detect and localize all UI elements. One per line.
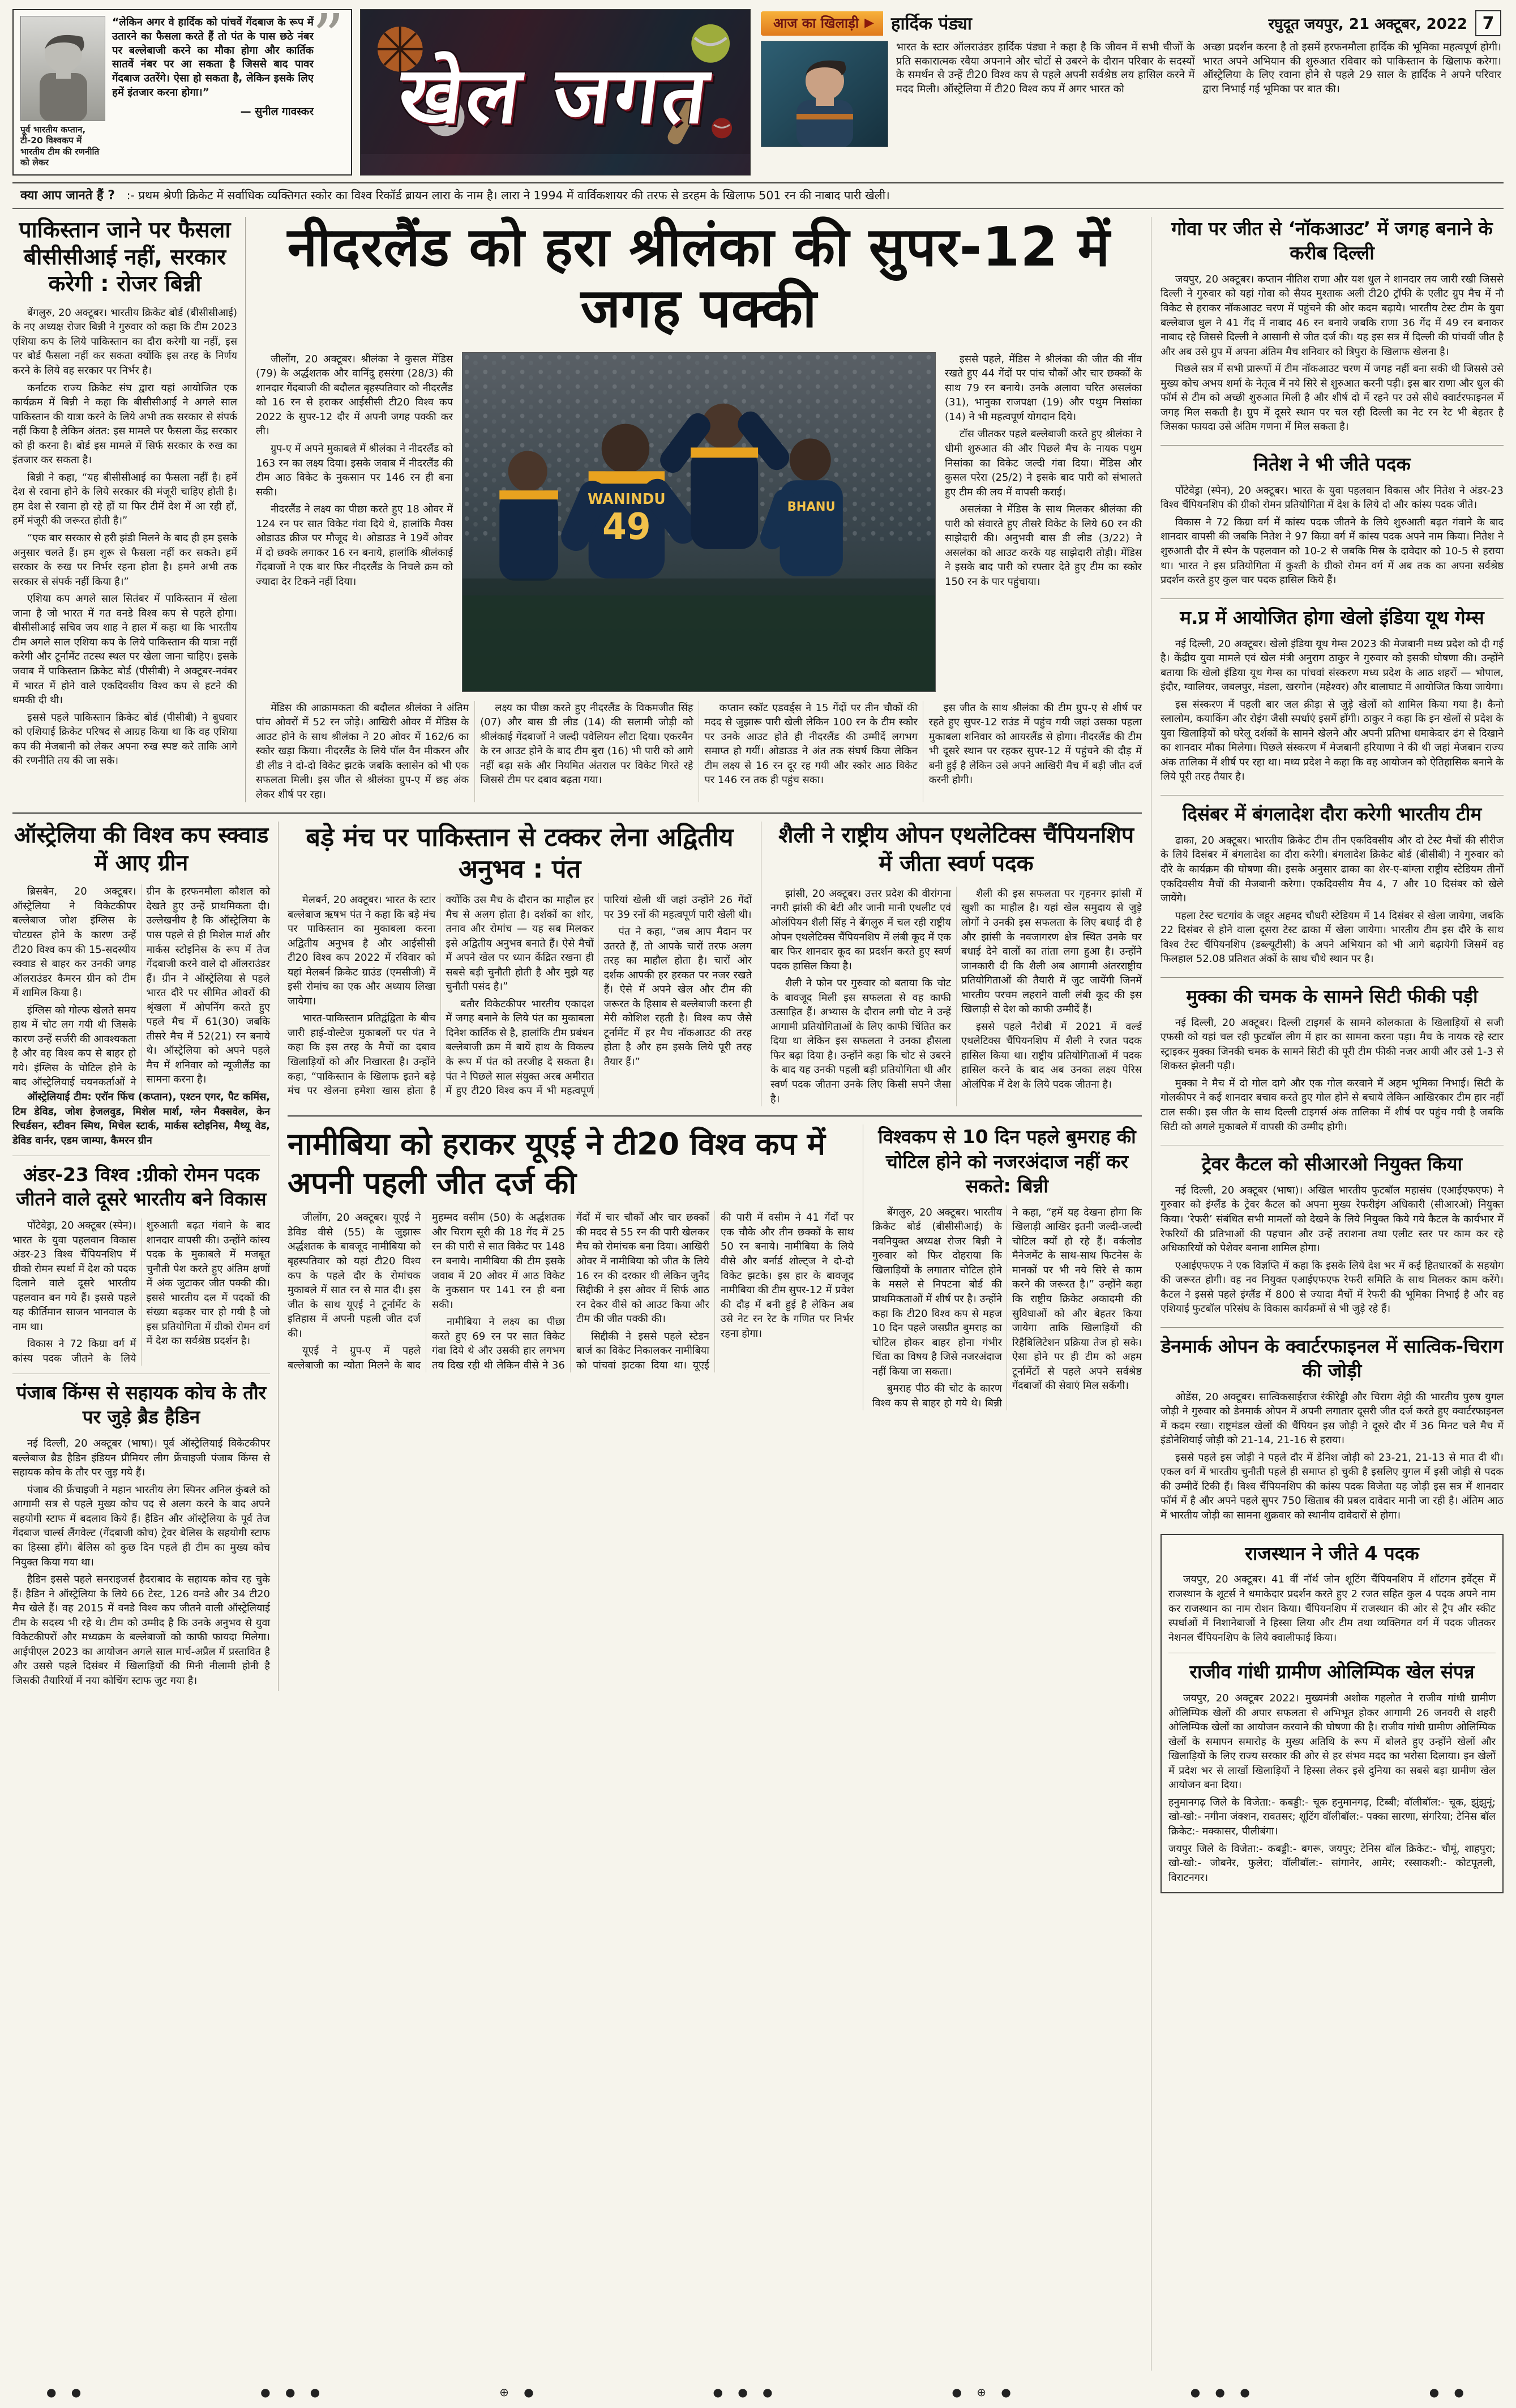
paragraph: विकास ने 72 किग्रा वर्ग में कांस्य पदक जीतने के लिये शुरुआती बढ़त गंवाने के बाद शानदार वापसी की जबकि नितेश ने 97 किग्रा वर्ग में कांस्य पदक अपने नाम किया। नितेश ने शुरुआती दौर में स्पेन के पहलवान को 10-2 से जबकि मिस्र के दावेदार को 10-5 से हराया था। भारत ने इस प्रतियोगिता में कुश्ती के ग्रीको रोमन वर्ग में अब तक का अपना सर्वश्रेष्ठ प्रदर्शन करते हुए कुल चार पदक हासिल किये हैं।: [1160, 516, 1504, 587]
paragraph: इस संस्करण में पहली बार जल क्रीड़ा से जुड़े खेलों को शामिल किया गया है। कैनो स्लालोम, कयाकिंग और रोइंग जैसी स्पर्धाएं इसमें होंगी। ठाकुर ने कहा कि इन खेलों से प्रदेश के युवा खिलाड़ियों को घरेलू दर्शकों के सामने खेलने और अपनी प्रतिभा धमाकेदार ढंग से दिखाने का शानदार मौका मिलेगा। पिछले संस्करण में मेजबानी हरियाणा ने की थी जहां मेजबान राज्य अंक तालिका में शीर्ष पर रहा था। मध्य प्रदेश ने कहा कि वह आयोजन को ऐतिहासिक बनाने के लिये पूरी तरह तैयार है।: [1160, 698, 1504, 783]
match-photo: [462, 352, 936, 692]
article-divider: [1160, 598, 1504, 599]
paragraph: विकास ने 72 किग्रा वर्ग में कांस्य पदक जीतने के लिये शुरुआती बढ़त गंवाने के बाद शानदार वापसी की। उन्होंने कांस्य पदक के मुकाबले में मजबूत चुनौती पेश करते हुए अंतिम क्षणों में अंक जुटाकर जीत पक्की की। इससे भारतीय दल में पदकों की संख्या बढ़कर चार हो गयी है जो इस प्रतियोगिता में ग्रीको रोमन वर्ग में देश का सर्वश्रेष्ठ प्रदर्शन है।: [12, 1219, 270, 1365]
article-body: [872, 1205, 1142, 1411]
article-goa-delhi: [1160, 217, 1504, 437]
article-denmark-open: [1160, 1335, 1504, 1526]
paragraph: जयपुर, 20 अक्टूबर। 41 वीं नॉर्थ जोन शूटिंग चैंपियनशिप में शॉटगन इवेंट्स में राजस्थान के शूटर्स ने धमाकेदार प्रदर्शन करते हुए 2 रजत सहित कुल 4 पदक अपने नाम कर राजस्थान का नाम रोशन किया। चैंपियनशिप में राजस्थान की ओर से ट्रैप और स्कीट स्पर्धाओं में निशानेबाजों ने हिस्सा लिया और टीम तथा व्यक्तिगत वर्ग में पदक जीतकर नेशनल चैंपियनशिप के लिये क्वालीफाई किया।: [1168, 1573, 1496, 1644]
paragraph: जयपुर, 20 अक्टूबर। कप्तान नीतिश राणा और यश धुल ने शानदार लय जारी रखी जिससे दिल्ली ने गुरुवार को यहां गोवा को सैयद मुश्ताक अली टी20 ट्रॉफी के एलीट ग्रुप मैच में नौ विकेट से हराकर नॉकआउट चरण में पहुंचने की ओर कदम बढ़ाये। भारतीय टेस्ट टीम के युवा बल्लेबाज धुल ने 41 गेंद में नाबाद 46 रन बनाये जबकि राणा 36 गेंद में 49 रन बनाकर नाबाद रहे जिससे दिल्ली ने आसानी से जीत दर्ज की। यह इस सत्र में दिल्ली की पांचवीं जीत है और अब उसे ग्रुप में अपना अंतिम मैच शनिवार को त्रिपुरा के खिलाफ खेलना है।: [1160, 273, 1504, 358]
player-name: हार्दिक पंड्या: [891, 14, 972, 34]
article-shaili: [761, 822, 1142, 1107]
paragraph: भारत-पाकिस्तान प्रतिद्वंद्विता के बीच जारी हाई-वोल्टेज मुकाबलों पर पंत ने कहा कि इस तरह के मैचों का दबाव खिलाड़ियों को और निखारता है। उन्होंने कहा, “पाकिस्तान के खिलाफ इतने बड़े मंच पर खेलना हमेशा खास होता है क्योंकि उस मैच के दौरान का माहौल हर मैच से अलग होता है। दर्शकों का शोर, तनाव और रोमांच — यह सब मिलकर इसे अद्वितीय अनुभव बनाते हैं। ऐसे मैचों में अपने खेल पर ध्यान केंद्रित रखना ही सबसे बड़ी चुनौती होती है और मुझे यह चुनौती पसंद है।”: [288, 894, 594, 1097]
paragraph: बिन्नी ने कहा, “यह बीसीसीआई का फैसला नहीं है। हमें देश से रवाना होने के लिये सरकार की मंजूरी चाहिए होती है। हम देश से रवाना हो रहे हों या फिर टीमें देश में आ रही हों, हमें मंजूरी की जरूरत होती है।”: [12, 471, 237, 527]
top-story-row: [12, 217, 1142, 802]
article-body: [1160, 1183, 1504, 1316]
paragraph: जीलोंग, 20 अक्टूबर। श्रीलंका ने कुसल मेंडिस (79) के अर्द्धशतक और वानिंदु हसरंगा (28/3) की शानदार गेंदबाजी की बदौलत बृहस्पतिवार को नीदरलैंड को 16 रन से हराकर आईसीसी टी20 विश्व कप 2022 के सुपर-12 दौर में अपनी जगह पक्की कर ली।: [256, 353, 453, 438]
article-body: [1160, 1016, 1504, 1134]
article-body: [288, 1211, 854, 1372]
paragraph: ढाका, 20 अक्टूबर। भारतीय क्रिकेट टीम तीन एकदिवसीय और दो टेस्ट मैचों की सीरीज के लिये दिसंबर में बंगलादेश का दौरा करेगी। बंगलादेश क्रिकेट बोर्ड (बीसीबी) ने गुरुवार को दौरे के कार्यक्रम की घोषणा की। इसके अनुसार ढाका का शेर-ए-बांग्ला राष्ट्रीय स्टेडियम तीनों एकदिवसीय मैचों की मेजबानी करेगा। एकदिवसीय मैच 4, 7 और 10 दिसंबर को खेले जायेंगे।: [1160, 834, 1504, 905]
paragraph: इससे पहले नैरोबी में 2021 में वर्ल्ड एथलेटिक्स चैंपियनशिप में शैली ने रजत पदक हासिल किया था। राष्ट्रीय प्रतियोगिताओं में पदक हासिल करने के बाद अब उनका लक्ष्य पेरिस ओलंपिक में देश के लिये पदक जीतना है।: [961, 1020, 1142, 1090]
article-headline: ट्रेवर कैटल को सीआरओ नियुक्त किया: [1201, 1153, 1463, 1175]
fold-mark: ● ●: [1429, 2385, 1470, 2399]
article-body: [12, 884, 270, 1090]
bottom-story-row: [288, 1115, 1142, 1410]
article-body: [288, 893, 752, 1098]
article-vikas-u23: [12, 1163, 270, 1366]
article-pant: [288, 822, 761, 1107]
article-headline: गोवा पर जीत से ‘नॉकआउट’ में जगह बनाने के करीब दिल्ली: [1171, 217, 1493, 264]
paragraph: मेलबर्न, 20 अक्टूबर। भारत के स्टार बल्लेबाज ऋषभ पंत ने कहा कि बड़े मंच पर पाकिस्तान का मुकाबला करना अद्वितीय अनुभव है और आईसीसी टी20 विश्व कप 2022 में रविवार को यहां मेलबर्न क्रिकेट ग्राउंड (एमसीजी) में इसी रोमांच का एक और अध्याय लिखा जायेगा।: [288, 894, 436, 1007]
article-bangladesh-tour: [1160, 802, 1504, 969]
paragraph: बेंगलुरु, 20 अक्टूबर। भारतीय क्रिकेट बोर्ड (बीसीसीआई) के नए अध्यक्ष रोजर बिन्नी ने गुरुवार को कहा कि टीम 2023 एशिया कप के लिये पाकिस्तान का दौरा करेगी या नहीं, इस पर बोर्ड फैसला नहीं कर सकता क्योंकि इस तरह के निर्णय करने के लिये वह सरकार पर निर्भर है।: [12, 306, 237, 377]
fold-mark: ● ● ●: [713, 2385, 778, 2399]
article-trevor-cro: [1160, 1152, 1504, 1319]
boxed-rail-articles: [1160, 1534, 1504, 1894]
article-rajasthan-medals: [1168, 1542, 1496, 1645]
article-body: [770, 887, 1142, 1106]
main-column-area: [12, 217, 1151, 2371]
hardik-pandya-photo: [761, 41, 888, 147]
cricket-celebration-photo: [462, 353, 935, 691]
paragraph: इससे पहले इस जोड़ी ने पहले दौर में डेनिश जोड़ी को 23-21, 21-13 से मात दी थी। एकल वर्ग में भारतीय चुनौती पहले ही समाप्त हो चुकी है इसलिए युगल में इसी जोड़ी से पदक की उम्मीदें टिकी हैं। विश्व चैंपियनशिप की कांस्य पदक विजेता यह जोड़ी इस सत्र में शानदार फॉर्म में है और अपने पहले सुपर 750 खिताब की प्रबल दावेदार मानी जा रही है। अंतिम आठ में भारतीय जोड़ी का सामना शुक्रवार को स्थानीय दावेदारों से होगा।: [1160, 1451, 1504, 1522]
left-article-stack: [12, 822, 279, 1691]
fold-mark: ● ● ●: [1190, 2385, 1256, 2399]
paragraph: कर्नाटक राज्य क्रिकेट संघ द्वारा यहां आयोजित एक कार्यक्रम में बिन्नी ने कहा कि बीसीसीआई ने अगले साल पाकिस्तान की यात्रा करने के लिये अभी तक सरकार से संपर्क नहीं किया है लेकिन अंतत: इस मामले पर फैसला केंद्र सरकार को ही करना है। बोर्ड इस मामले में सिर्फ सरकार के रुख का इंतजार कर सकता है।: [12, 382, 237, 467]
middle-story-row: [288, 822, 1142, 1107]
article-headline: नितेश ने भी जीते पदक: [1253, 452, 1411, 475]
article-body: [1160, 833, 1504, 966]
main-story-left-column: [256, 352, 453, 692]
paragraph: कप्तान स्कॉट एडवर्ड्स ने 15 गेंदों पर तीन चौकों की मदद से जुझारू पारी खेली लेकिन 100 रन के टीम स्कोर पर उनके आउट होते ही नीदरलैंड की उम्मीदें लगभग समाप्त हो गयीं। ओडाउड ने अंत तक संघर्ष किया लेकिन टीम लक्ष्य से 16 रन दूर रह गयी और स्कोर आठ विकेट पर 146 रन तक ही पहुंच सका।: [704, 702, 918, 786]
player-of-day-tag-label: आज का खिलाड़ी: [773, 15, 859, 31]
paragraph: शैली ने फोन पर गुरुवार को बताया कि चोट के बावजूद मिली इस सफलता से वह काफी उत्साहित हैं। अभ्यास के दौरान लगी चोट ने उन्हें आगामी प्रतियोगिताओं के लिए काफी चिंतित कर दिया था लेकिन इस सफलता ने उनका हौसला फिर बढ़ा दिया है। उन्होंने कहा कि चोट से उबरने के बाद यह उनकी पहली बड़ी प्रतियोगिता थी और स्वर्ण पदक जीतना उनके लिए किसी सपने जैसा है।: [770, 977, 951, 1105]
paragraph: नई दिल्ली, 20 अक्टूबर। खेलो इंडिया यूथ गेम्स 2023 की मेजबानी मध्य प्रदेश को दी गई है। केंद्रीय युवा मामले एवं खेल मंत्री अनुराग ठाकुर ने गुरुवार को इसकी घोषणा की। उन्होंने बताया कि खेलो इंडिया यूथ गेम्स का पांचवां संस्करण मध्य प्रदेश के आठ शहरों — भोपाल, इंदौर, ग्वालियर, जबलपुर, मंडला, खरगोन (महेश्वर) और बालाघाट में आयोजित किया जायेगा।: [1160, 638, 1504, 694]
fold-mark: ⊕ ●: [499, 2385, 539, 2399]
article-green-squad: [12, 822, 270, 1148]
article-headline: दिसंबर में बंगलादेश दौरा करेगी भारतीय टीम: [1182, 802, 1482, 825]
article-headline: मुक्का की चमक के सामने सिटी फीकी पड़ी: [1186, 985, 1478, 1007]
article-headline: बड़े मंच पर पाकिस्तान से टक्कर लेना अद्वितीय अनुभव : पंत: [306, 822, 734, 884]
paragraph: पहला टेस्ट चटगांव के जहूर अहमद चौधरी स्टेडियम में 14 दिसंबर से खेला जायेगा, जबकि 22 दिसंबर से होने वाला दूसरा टेस्ट ढाका में खेला जायेगा। भारतीय टीम इस दौरे के साथ विश्व टेस्ट चैंपियनशिप (डब्ल्यूटीसी) के अपने अभियान को भी आगे बढ़ायेगी जिसमें वह फिलहाल 52.08 प्रतिशत अंकों के साथ चौथे स्थान पर है।: [1160, 909, 1504, 965]
article-headline: विश्वकप से 10 दिन पहले बुमराह की चोटिल होने को नजरअंदाज नहीं कर सकते: बिन्नी: [878, 1126, 1136, 1197]
arrow-right-icon: ▶: [864, 15, 875, 30]
paragraph: जीलोंग, 20 अक्टूबर। यूएई ने डेविड वीसे (55) के जुझारू अर्द्धशतक के बावजूद नामीबिया को बृहस्पतिवार को यहां टी20 विश्व कप के पहले दौर के रोमांचक मुकाबले में सात रन से मात दी। इस जीत के साथ यूएई ने टूर्नामेंट के इतिहास में अपनी पहली जीत दर्ज की।: [288, 1212, 421, 1340]
paragraph: पंत ने कहा, “जब आप मैदान पर उतरते हैं, तो आपके चारों तरफ अलग तरह का माहौल होता है। चारों ओर दर्शक आपकी हर हरकत पर नजर रखते हैं। ऐसे में अपने खेल और टीम की जरूरत के हिसाब से बल्लेबाजी करना ही मेरी कोशिश रहती है। विश्व कप जैसे टूर्नामेंट में हर मैच नॉकआउट की तरह होता है और हम इसके लिये पूरी तरह तैयार हैं।”: [603, 926, 752, 1068]
paragraph: ओडेंस, 20 अक्टूबर। सात्विकसाईराज रंकीरेड्डी और चिराग शेट्टी की भारतीय पुरुष युगल जोड़ी ने गुरुवार को डेनमार्क ओपन में अपनी लगातार दूसरी जीत दर्ज करते हुए क्वार्टरफाइनल में कदम रखा। राष्ट्रमंडल खेलों की चैंपियन इस जोड़ी ने दूसरे दौर में 36 मिनट चले मैच में इंडोनेशियाई जोड़ी को 21-14, 21-16 से हराया।: [1160, 1391, 1504, 1447]
section-divider: [12, 812, 1142, 814]
paragraph: इंग्लिस को गोल्फ खेलते समय हाथ में चोट लग गयी थी जिसके कारण उन्हें सर्जरी की आवश्यकता है और वह विश्व कप से बाहर हो गये। इंग्लिस के चोटिल होने के बाद ऑस्ट्रेलियाई चयनकर्ताओं ने ग्रीन के हरफनमौला कौशल को देखते हुए उन्हें प्राथमिकता दी। उल्लेखनीय है कि ऑस्ट्रेलिया के पास पहले से ही मिशेल मार्श और मार्कस स्टोइनिस के रूप में तेज गेंदबाजी करने वाले दो ऑलराउंडर हैं। ग्रीन ने ऑस्ट्रेलिया से पहले भारत दौरे पर सीमित ओवरों की श्रृंखला में ओपनिंग करते हुए पहले मैच में 61(30) जबकि तीसरे मैच में 52(21) रन बनाये थे। ऑस्ट्रेलिया को अपने पहले मैच में शनिवार को न्यूजीलैंड का सामना करना है।: [12, 886, 270, 1089]
paragraph: पिछले सत्र में सभी प्रारूपों में टीम नॉकआउट चरण में जगह नहीं बना सकी थी जिससे उसे मुख्य कोच अभय शर्मा के नेतृत्व में नये सिरे से शुरुआत करनी पड़ी। इस बार राणा और धुल की फॉर्म से टीम को अच्छी शुरुआत मिली है और शीर्ष दो में रहने पर उसे सीधे क्वार्टरफाइनल में जगह मिल सकती है। ग्रुप में दूसरे स्थान पर चल रही दिल्ली का नेट रन रेट भी बेहतर है जिसका फायदा उसे अंतिम गणना में मिल सकता है।: [1160, 363, 1504, 433]
quote-caption: पूर्व भारतीय कप्तान, टी-20 विश्वकप में भारतीय टीम की रणनीति को लेकर: [20, 125, 100, 168]
fold-mark: ● ●: [46, 2385, 87, 2399]
paragraph: झांसी, 20 अक्टूबर। उत्तर प्रदेश की वीरांगना नगरी झांसी की बेटी और जानी मानी एथलीट एवं ओलंपियन शैली सिंह ने बेंगलुरु में चल रही राष्ट्रीय ओपन एथलेटिक्स चैंपियनशिप में लंबी कूद में एक बार फिर शानदार कूद का प्रदर्शन करते हुए स्वर्ण पदक हासिल किया है।: [770, 887, 951, 972]
article-headline: पाकिस्तान जाने पर फैसला बीसीसीआई नहीं, सरकार करेगी : रोजर बिन्नी: [19, 217, 231, 297]
edition-dateline: रघुदूत जयपुर, 21 अक्टूबर, 2022: [1268, 16, 1467, 33]
quote-mark-icon: ”: [312, 1, 344, 73]
portrait-illustration: [21, 16, 105, 121]
did-you-know-label: क्या आप जानते हैं ?: [20, 188, 115, 203]
paragraph: एशिया कप अगले साल सितंबर में पाकिस्तान में खेला जाना है जो भारत में गत वनडे विश्व कप से पहले होगा। बीसीसीआई सचिव जय शाह ने हाल में कहा था कि भारतीय टीम अगले साल एशिया कप के लिये पाकिस्तान की यात्रा नहीं करेगी और टूर्नामेंट तटस्थ स्थल पर खेला जाना चाहिए। इसके जवाब में पाकिस्तान क्रिकेट बोर्ड (पीसीबी) ने अक्टूबर-नवंबर में भारत में होने वाले एकदिवसीय विश्व कप से हटने की धमकी दी थी।: [12, 593, 237, 707]
winners-list: [1168, 1795, 1496, 1885]
player-text-col2: अच्छा प्रदर्शन करना है तो इसमें हरफनमौला हार्दिक की भूमिका महत्वपूर्ण होगी। भारत अपने अभियान की शुरुआत रविवार को पाकिस्तान के खिलाफ करेगा। ऑस्ट्रेलिया के लिए रवाना होने से पहले 29 साल के हार्दिक ने अपने परिवार द्वारा निभाई गई भूमिका पर बात की।: [1202, 41, 1501, 95]
paragraph: टॉस जीतकर पहले बल्लेबाजी करते हुए श्रीलंका ने धीमी शुरुआत की और पिछले मैच के नायक पथुम निसांका का विकेट जल्दी गंवा दिया। मेंडिस और कुसल परेरा (25/2) ने इसके बाद पारी को संभालते हुए टीम की लय में वापसी कराई।: [945, 428, 1142, 498]
squad-list: ऑस्ट्रेलियाई टीम: एरॉन फिंच (कप्तान), एश्टन एगर, पैट कमिंस, टिम डेविड, जोश हेजलवुड, मिशेल मार्श, ग्लेन मैक्सवेल, केन रिचर्डसन, स्टीवन स्मिथ, मिचेल स्टार्क, मार्कस स्टोइनिस, मैथ्यू वेड, डेविड वार्नर, एडम जाम्पा, कैमरन ग्रीन: [12, 1090, 270, 1147]
article-headline: ऑस्ट्रेलिया की विश्व कप स्क्वाड में आए ग्रीन: [14, 822, 269, 876]
page-header: [12, 1, 1504, 176]
svg-text:49: 49: [602, 505, 651, 548]
paragraph: बेंगलुरु, 20 अक्टूबर। भारतीय क्रिकेट बोर्ड (बीसीसीआई) के नवनियुक्त अध्यक्ष रोजर बिन्नी ने गुरुवार को फिर दोहराया कि खिलाड़ियों के लगातार चोटिल होने के मसले से निपटना बोर्ड की प्राथमिकताओं में शीर्ष पर है। उन्होंने कहा कि टी20 विश्व कप से महज 10 दिन पहले जसप्रीत बुमराह का चोटिल होकर बाहर होना गंभीर चिंता का विषय है जिसे नजरअंदाज नहीं किया जा सकता।: [872, 1206, 1002, 1378]
paragraph: पंजाब की फ्रेंचाइजी ने महान भारतीय लेग स्पिनर अनिल कुंबले को आगामी सत्र से पहले मुख्य कोच पद से अलग करने के बाद अपने सहयोगी स्टाफ में बदलाव किये हैं। हैडिन और ऑस्ट्रेलिया के पूर्व तेज गेंदबाज चार्ल्स लैंगवेल्ट (गेंदबाजी कोच) ट्रेवर बेलिस के सहयोगी स्टाफ का हिस्सा होंगे। बेलिस को कुछ दिन पहले ही टीम का मुख्य कोच नियुक्त किया गया था।: [12, 1483, 270, 1568]
masthead-title: खेल जगत: [393, 49, 716, 141]
article-khelo-india: [1160, 606, 1504, 787]
article-headline: पंजाब किंग्स से सहायक कोच के तौर पर जुड़े ब्रैड हैडिन: [16, 1382, 267, 1428]
article-body: [1160, 1390, 1504, 1523]
paragraph: एआईएफएफ ने एक विज्ञप्ति में कहा कि इसके लिये देश भर में कई हितधारकों के सहयोग की जरूरत होगी। वह नव नियुक्त एआईएफएफ रेफरी समिति के साथ मिलकर काम करेंगे। कैटल ने इससे पहले इंग्लैंड में 800 से ज्यादा मैचों में रेफरी की भूमिका निभाई है और वह एशियाई फुटबॉल परिसंघ के विकास कार्यक्रमों से भी जुड़े रहे हैं।: [1160, 1259, 1504, 1315]
article-headline: राजीव गांधी ग्रामीण ओलिम्पिक खेल संपन्न: [1189, 1661, 1475, 1683]
paragraph: असलंका ने मेंडिस के साथ मिलकर श्रीलंका की पारी को संवारते हुए तीसरे विकेट के लिये 60 रन की साझेदारी की। अनुभवी बास डी लीड (3/22) ने असलंका को आउट करके यह साझेदारी तोड़ी। मेंडिस ने इसके बाद पारी को रफ्तार देते हुए टीम का स्कोर 150 रन के पार पहुंचाया।: [945, 503, 1142, 588]
article-body: [12, 306, 237, 768]
player-of-day-content: [761, 41, 1501, 147]
lower-story-rows: [12, 822, 1142, 1691]
article-body: [1168, 1572, 1496, 1645]
article-body: [1168, 1691, 1496, 1793]
paragraph: इससे पहले, मेंडिस ने श्रीलंका की जीत की नींव रखते हुए 44 गेंदों पर पांच चौकों और चार छक्कों के साथ 79 रन बनाये। उनके अलावा चरित असलंका (31), भानुका राजपक्षा (19) और पथुम निसांका (14) ने भी महत्वपूर्ण योगदान दिये।: [945, 353, 1142, 423]
article-body: [12, 1436, 270, 1688]
player-of-day-header: [761, 10, 1501, 36]
player-photo-illustration: [761, 41, 888, 147]
article-uae-namibia: [288, 1124, 863, 1410]
center-article-stack: [279, 822, 1142, 1691]
did-you-know-strip: [12, 182, 1504, 209]
article-divider: [1160, 1327, 1504, 1328]
player-of-day-tag: [761, 11, 883, 36]
paragraph: इस जीत के साथ श्रीलंका की टीम ग्रुप-ए से शीर्ष पर रहते हुए सुपर-12 राउंड में पहुंच गयी जहां उसका पहला मुकाबला शनिवार को आयरलैंड से होगा। नीदरलैंड की टीम भी दूसरे स्थान पर रहकर सुपर-12 में पहुंचने की दौड़ में बनी हुई है लेकिन उसे अपने आखिरी मैच में बड़ी जीत दर्ज करनी होगी।: [928, 702, 1142, 786]
article-mukka-city: [1160, 985, 1504, 1137]
paragraph: “एक बार सरकार से हरी झंडी मिलने के बाद ही हम इसके अनुसार चलते हैं। हम शुरू से फैसला नहीं कर सकते। हमें सरकार के रुख पर निर्भर रहना होता है। हमने अभी तक सरकार से संपर्क नहीं किया है।”: [12, 532, 237, 588]
paragraph: ग्रुप-ए में अपने मुकाबले में श्रीलंका ने नीदरलैंड को 163 रन का लक्ष्य दिया। इसके जवाब में नीदरलैंड की टीम आठ विकेट के नुकसान पर 146 रन ही बना सकी।: [256, 442, 453, 498]
paragraph: मेंडिस की आक्रामकता की बदौलत श्रीलंका ने अंतिम पांच ओवरों में 52 रन जोड़े। आखिरी ओवर में मेंडिस के आउट होने के साथ श्रीलंका ने 20 ओवर में 162/6 का स्कोर खड़ा किया। नीदरलैंड के लिये पॉल वैन मीकरन और डी लीड ने दो-दो विकेट झटके जबकि क्लासेन को भी एक सफलता मिली। इस जीत से श्रीलंका ग्रुप-ए में छह अंक लेकर शीर्ष पर रहा।: [256, 702, 469, 801]
article-rural-olympics: [1168, 1660, 1496, 1885]
paragraph: जयपुर जिले के विजेता:- कबड्डी:- बगरू, जयपुर; टेनिस बॉल क्रिकेट:- चौमूं, शाहपुरा; खो-खो:- जोबनेर, फुलेरा; वॉलीबॉल:- सांगानेर, आमेर; रस्साकशी:- कोटपूतली, विराटनगर।: [1168, 1842, 1496, 1884]
dateline-group: [1268, 10, 1501, 36]
paragraph: बतौर विकेटकीपर भारतीय एकादश में जगह बनाने के लिये पंत का मुकाबला दिनेश कार्तिक से है, हालांकि टीम प्रबंधन बल्लेबाजी क्रम में बायें हाथ के विकल्प के रूप में पंत को तरजीह दे सकता है। पंत ने पिछले साल संयुक्त अरब अमीरात में हुए टी20 विश्व कप में भी महत्वपूर्ण पारियां खेली थीं जहां उन्होंने 26 गेंदों पर 39 रनों की महत्वपूर्ण पारी खेली थी।: [446, 894, 752, 1097]
main-story-top: [256, 352, 1142, 692]
quote-body: [112, 1, 344, 121]
main-headline: नीदरलैंड को हरा श्रीलंका की सुपर-12 में जगह पक्की: [287, 216, 1111, 340]
article-body: [1160, 637, 1504, 784]
player-of-day-box: [759, 9, 1504, 176]
paragraph: नामीबिया ने लक्ष्य का पीछा करते हुए 69 रन पर सात विकेट गंवा दिये थे और उसकी हार लगभग तय दिख रही थी लेकिन वीसे ने 36 गेंदों में चार चौकों और चार छक्कों की मदद से 55 रन की पारी खेलकर मैच को रोमांचक बना दिया। आखिरी ओवर में नामीबिया को जीत के लिये 16 रन की दरकार थी लेकिन जुनैद सिद्दीकी ने इस ओवर में सिर्फ आठ रन देकर वीसे को आउट किया और टीम की जीत पक्की की।: [431, 1212, 709, 1371]
paragraph: सिद्दीकी ने इससे पहले स्टेडन बार्ज का विकेट निकालकर नामीबिया को पांचवां झटका दिया था। यूएई की पारी में वसीम ने 41 गेंदों पर एक चौके और तीन छक्कों के साथ 50 रन बनाये। नामीबिया के लिये वीसे और बर्नार्ड शोल्ट्ज ने दो-दो विकेट झटके। इस हार के बावजूद नामीबिया की टीम सुपर-12 में प्रवेश की दौड़ में बनी हुई है लेकिन अब उसे नेट रन रेट के गणित पर निर्भर रहना होगा।: [576, 1212, 854, 1371]
paragraph: जयपुर, 20 अक्टूबर 2022। मुख्यमंत्री अशोक गहलोत ने राजीव गांधी ग्रामीण ओलिम्पिक खेलों की अपार सफलता से अभिभूत होकर आगामी 26 जनवरी से शहरी ओलिम्पिक खेलों का आयोजन करवाने की घोषणा की है। राजीव गांधी ग्रामीण ओलिम्पिक खेलों के समापन समारोह के मुख्य अतिथि के रूप में बोलते हुए उन्होंने खेलों और खिलाड़ियों के लिए राज्य सरकार की ओर से हर संभव मदद का भरोसा दिलाया। इन खेलों में प्रदेश भर से लाखों खिलाड़ियों ने हिस्सा लेकर इसे दुनिया का सबसे बड़ा ग्रामीण खेल आयोजन बना दिया।: [1168, 1692, 1496, 1791]
article-headline: म.प्र में आयोजित होगा खेलो इंडिया यूथ गेम्स: [1180, 606, 1484, 628]
paragraph: शैली की इस सफलता पर गृहनगर झांसी में खुशी का माहौल है। यहां खेल समुदाय से जुड़े लोगों ने उनकी इस सफलता के लिए बधाई दी है और झांसी के नवजागरण क्षेत्र स्थित उनके घर बधाई देने वालों का तांता लगा हुआ है। उन्होंने जानकारी दी कि शैली अब आगामी अंतरराष्ट्रीय प्रतियोगिताओं की तैयारी में जुट जायेंगी जिनमें भारतीय परचम लहराने वाली लंबी कूद की इस खिलाड़ी से देश को काफी उम्मीदें हैं।: [961, 887, 1142, 1016]
main-story-right-column: [945, 352, 1142, 692]
paragraph: हनुमानगढ़ जिले के विजेता:- कबड्डी:- चूक हनुमानगढ़, टिब्बी; वॉलीबॉल:- चूक, झुंझुनूं; खो-खो:- नगीना जंक्शन, रावतसर; शूटिंग वॉलीबॉल:- पक्का सारणा, संगरिया; टेनिस बॉल क्रिकेट:- मक्कासर, पीलीबंगा।: [1168, 1796, 1496, 1837]
fold-marks-row: [12, 2371, 1504, 2402]
paragraph: इससे पहले पाकिस्तान क्रिकेट बोर्ड (पीसीबी) ने बुधवार को एशियाई क्रिकेट परिषद से आग्रह किया था कि वह एशिया कप की मेजबानी को लेकर अपना रुख स्पष्ट करे ताकि आगे की रणनीति तय की जा सके।: [12, 711, 237, 767]
article-headline: राजस्थान ने जीते 4 पदक: [1245, 1542, 1419, 1564]
article-headline: अंडर-23 विश्व :ग्रीको रोमन पदक जीतने वाले दूसरे भारतीय बने विकास: [16, 1164, 267, 1211]
paragraph: हैडिन इससे पहले सनराइजर्स हैदराबाद के सहायक कोच रह चुके हैं। हैडिन ने ऑस्ट्रेलिया के लिये 66 टेस्ट, 126 वनडे और 34 टी20 मैच खेले हैं। वह 2015 में वनडे विश्व कप जीतने वाली ऑस्ट्रेलियाई टीम के सदस्य भी रहे थे। टीम को उम्मीद है कि उनके अनुभव से युवा विकेटकीपरों और मध्यक्रम के बल्लेबाजों को काफी फायदा मिलेगा। आईपीएल 2023 का आयोजन अगले साल मार्च-अप्रैल में प्रस्तावित है और उससे पहले दिसंबर में खिलाड़ियों की मिनी नीलामी होनी है जिसकी तैयारियों में नया कोचिंग स्टाफ जुट गया है।: [12, 1573, 270, 1687]
paragraph: यूएई ने ग्रुप-ए में पहले बल्लेबाजी का न्योता मिलने के बाद मुहम्मद वसीम (50) के अर्द्धशतक और चिराग सूरी की 18 गेंद में 25 रन की पारी से सात विकेट पर 148 रन बनाये। नामीबिया की टीम इसके जवाब में 20 ओवर में आठ विकेट के नुकसान पर 141 रन ही बना सकी।: [288, 1212, 565, 1371]
did-you-know-text: :- प्रथम श्रेणी क्रिकेट में सर्वाधिक व्यक्तिगत स्कोर का विश्व रिकॉर्ड ब्रायन लारा के नाम है। लारा ने 1994 में वार्विकशायर की तरफ से डरहम के खिलाफ 501 रन की नाबाद पारी खेली।: [126, 188, 890, 202]
paragraph: ब्रिसबेन, 20 अक्टूबर। ऑस्ट्रेलिया ने विकेटकीपर बल्लेबाज जोश इंग्लिस के चोटग्रस्त होने के कारण उन्हें टी20 विश्व कप की 15-सदस्यीय स्क्वाड से बाहर कर उनकी जगह ऑलराउंडर कैमरन ग्रीन को टीम में शामिल किया है।: [12, 886, 136, 999]
paragraph: नई दिल्ली, 20 अक्टूबर (भाषा)। पूर्व ऑस्ट्रेलियाई विकेटकीपर बल्लेबाज ब्रैड हैडिन इंडियन प्रीमियर लीग फ्रेंचाइजी पंजाब किंग्स से सहायक कोच के तौर पर जुड़ गये हैं।: [12, 1438, 270, 1479]
content-area: [12, 217, 1504, 2371]
article-headline: नामीबिया को हराकर यूएई ने टी20 विश्व कप में अपनी पहली जीत दर्ज की: [288, 1126, 825, 1201]
article-divider: [1160, 977, 1504, 978]
fold-mark: ● ● ●: [260, 2385, 326, 2399]
page-number: 7: [1475, 10, 1501, 36]
gavaskar-quote-text: “लेकिन अगर वे हार्दिक को पांचवें गेंदबाज के रूप में उतारने का फैसला करते हैं तो पंत के पास छठे नंबर पर बल्लेबाजी करने का मौका होगा और कार्तिक सातवें नंबर पर आ सकता है जिससे बाद पावर गेंदबाज उतरेंगे। ऐसा हो सकता है, लेकिन इसके लिए हमें इंतजार करना होगा।”: [112, 16, 314, 99]
masthead: [360, 9, 751, 176]
article-body: [1160, 272, 1504, 434]
article-binny-pakistan: [12, 217, 246, 802]
fold-mark: ● ⊕ ●: [952, 2385, 1017, 2399]
right-rail: [1151, 217, 1504, 2371]
paragraph: पोंटेवेड्रा (स्पेन), 20 अक्टूबर। भारत के युवा पहलवान विकास और नितेश ने अंडर-23 विश्व चैंपियनशिप की ग्रीको रोमन प्रतियोगिता में देश के लिये दो और कांस्य पदक जीते।: [1160, 484, 1504, 511]
quote-attribution: — सुनील गावस्कर: [240, 105, 314, 118]
paragraph: पोंटेवेड्रा, 20 अक्टूबर (स्पेन)। भारत के युवा पहलवान विकास अंडर-23 विश्व चैंपियनशिप में ग्रीको रोमन स्पर्धा में देश को पदक दिलाने वाले दूसरे भारतीय पहलवान बन गये हैं। इससे पहले यह कीर्तिमान साजन भानवाल के नाम था।: [12, 1219, 136, 1333]
article-bumrah-binny: [863, 1124, 1142, 1410]
gavaskar-quote-box: [12, 1, 352, 176]
svg-text:WANINDU: WANINDU: [588, 490, 666, 507]
article-srilanka-main: [246, 217, 1142, 802]
player-text-col1: भारत के स्टार ऑलराउंडर हार्दिक पंड्या ने कहा है कि जीवन में सभी चीजों के प्रति सकारात्मक रवैया अपनाने और चोटों से उबरने के दौरान परिवार के सदस्यों के समर्थन से उन्हें टी20 विश्व कप से पहले अपनी सर्वश्रेष्ठ लय हासिल करने में मदद मिली। ऑस्ट्रेलिया में टी20 विश्व कप में अगर भारत को: [896, 41, 1195, 95]
paragraph: नीदरलैंड ने लक्ष्य का पीछा करते हुए 18 ओवर में 124 रन पर सात विकेट गंवा दिये थे, हालांकि मैक्स ओडाउड क्रीज पर मौजूद थे। ओडाउड ने 19वें ओवर में दो छक्के लगाकर 16 रन बनाये, हालांकि श्रीलंकाई गेंदबाजों ने एक बार फिर नीदरलैंड के निचले क्रम को ज्यादा देर टिकने नहीं दिया।: [256, 503, 453, 588]
article-nitesh: [1160, 452, 1504, 591]
paragraph: नई दिल्ली, 20 अक्टूबर (भाषा)। अखिल भारतीय फुटबॉल महासंघ (एआईएफएफ) ने गुरुवार को इंग्लैंड के ट्रेवर कैटल को अपना मुख्य रेफरीइंग अधिकारी (सीआरओ) नियुक्त किया। ‘रेफरी’ संबंधित सभी मामलों को देखने के लिये नियुक्त किये गये कैटल के कार्यभार में रेफरियों की प्रतिभाओं की पहचान और उन्हें तराशना तथा एलीट स्तर पर काम कर रहे अधिकारियों को पेशेवर बनाना शामिल होगा।: [1160, 1184, 1504, 1255]
paragraph: मुक्का ने मैच में दो गोल दागे और एक गोल करवाने में अहम भूमिका निभाई। सिटी के गोलकीपर ने कई शानदार बचाव करते हुए गोल होने से बचाये लेकिन आखिरकार टीम हार नहीं टाल सकी। इस जीत के साथ दिल्ली टाइगर्स अंक तालिका में शीर्ष पर पहुंच गयी है जबकि सिटी को अगले मुकाबले में वापसी की उम्मीद होगी।: [1160, 1077, 1504, 1133]
article-haddin: [12, 1381, 270, 1688]
article-headline: डेनमार्क ओपन के क्वार्टरफाइनल में सात्विक-चिराग की जोड़ी: [1160, 1335, 1504, 1382]
gavaskar-photo: [20, 16, 105, 121]
article-body: [1160, 484, 1504, 588]
article-headline: शैली ने राष्ट्रीय ओपन एथलेटिक्स चैंपियनशिप में जीता स्वर्ण पदक: [778, 822, 1134, 877]
paragraph: बुमराह पीठ की चोट के कारण विश्व कप से बाहर हो गये थे। बिन्नी ने कहा, “हमें यह देखना होगा कि खिलाड़ी आखिर इतनी जल्दी-जल्दी चोटिल क्यों हो रहे हैं। वर्कलोड मैनेजमेंट के साथ-साथ फिटनेस के मानकों पर भी नये सिरे से काम करने की जरूरत है।” उन्होंने कहा कि राष्ट्रीय क्रिकेट अकादमी की सुविधाओं को और बेहतर किया जायेगा ताकि खिलाड़ियों की रिहैबिलिटेशन प्रक्रिया तेज हो सके। ऐसा होने पर ही टीम को अहम टूर्नामेंटों से पहले अपने सर्वश्रेष्ठ गेंदबाजों की सेवाएं मिल सकेंगी।: [872, 1206, 1142, 1409]
paragraph: लक्ष्य का पीछा करते हुए नीदरलैंड के विकमजीत सिंह (07) और बास डी लीड (14) की सलामी जोड़ी को श्रीलंकाई गेंदबाजों ने जल्दी पवेलियन लौटा दिया। एकरमैन के रन आउट होने के बाद टीम बुरा (16) भी पारी को आगे नहीं बढ़ा सके और नियमित अंतराल पर विकेट गिरते रहे जिससे टीम पर दबाव बढ़ता गया।: [480, 702, 693, 786]
main-story-bottom-columns: [256, 701, 1142, 802]
article-body: [12, 1218, 270, 1366]
paragraph: नई दिल्ली, 20 अक्टूबर। दिल्ली टाइगर्स के सामने कोलकाता के खिलाड़ियों से सजी एफसी को यहां चल रही फुटबॉल लीग में हार का सामना करना पड़ा। मैच के नायक रहे स्टार स्ट्राइकर मुक्का जिनकी चमक के सामने सिटी की पूरी टीम फीकी नजर आयी और उसे 1-3 से शिकस्त झेलनी पड़ी।: [1160, 1016, 1504, 1072]
svg-text:BHANU: BHANU: [787, 499, 836, 514]
article-divider: [1160, 445, 1504, 446]
